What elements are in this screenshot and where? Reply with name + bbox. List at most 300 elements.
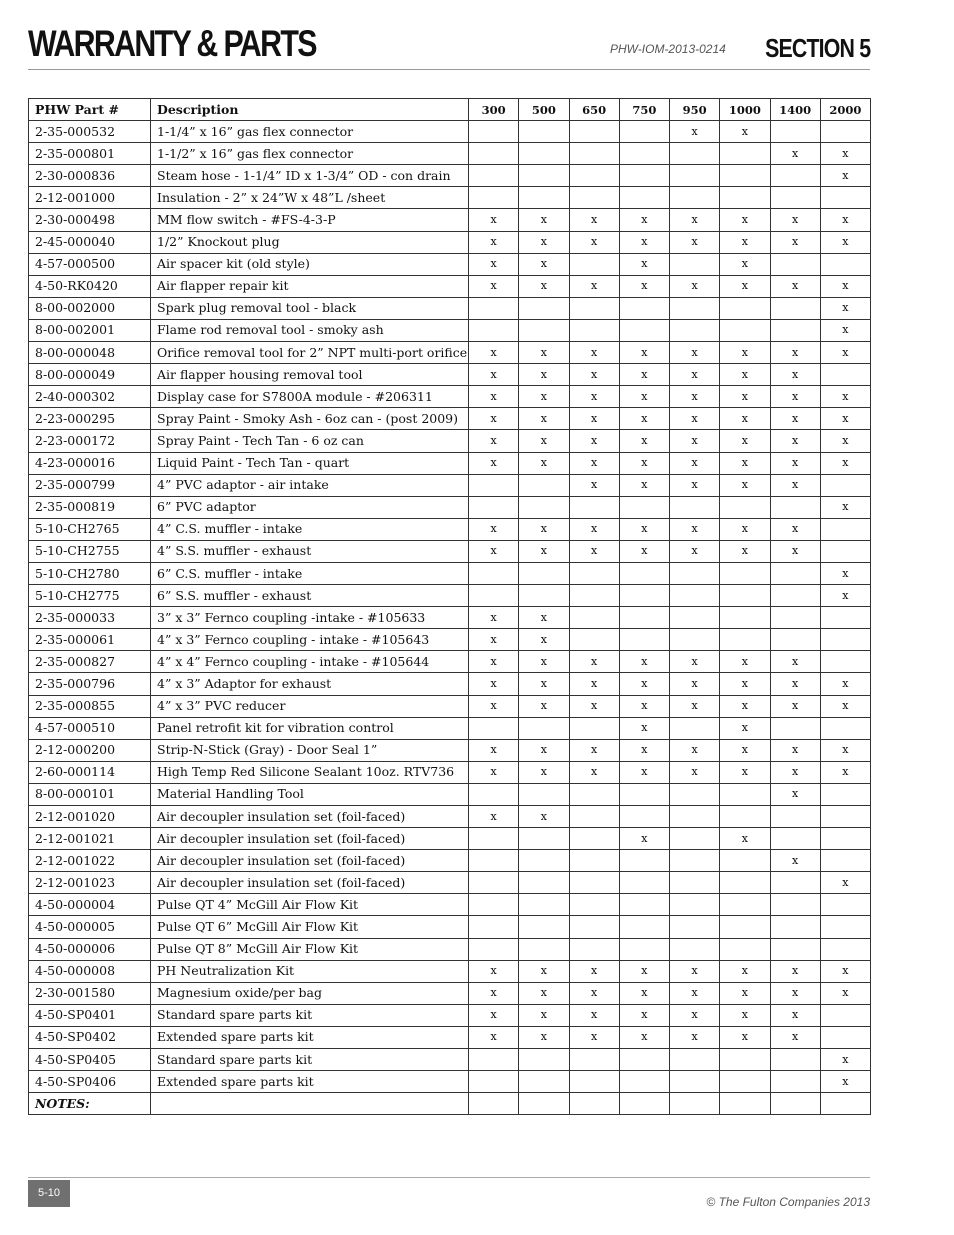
- model-availability-cell: [670, 319, 720, 341]
- description-cell: Pulse QT 8” McGill Air Flow Kit: [151, 938, 469, 960]
- model-availability-cell: x: [619, 342, 669, 364]
- model-availability-cell: [619, 297, 669, 319]
- part-number-cell: 4-50-SP0401: [29, 1004, 151, 1026]
- table-row: [29, 319, 871, 341]
- model-availability-cell: [670, 585, 720, 607]
- model-availability-cell: [770, 121, 820, 143]
- model-availability-cell: x: [720, 518, 770, 540]
- model-availability-cell: x: [519, 408, 569, 430]
- model-availability-cell: x: [519, 695, 569, 717]
- model-availability-cell: x: [820, 562, 870, 584]
- model-availability-cell: x: [469, 253, 519, 275]
- part-number-cell: 2-60-000114: [29, 761, 151, 783]
- model-availability-cell: x: [720, 231, 770, 253]
- model-availability-cell: [670, 938, 720, 960]
- table-row: [29, 1004, 871, 1026]
- column-header-part: PHW Part #: [29, 99, 151, 121]
- model-availability-cell: x: [569, 452, 619, 474]
- model-availability-cell: x: [820, 297, 870, 319]
- part-number-cell: 4-50-000005: [29, 916, 151, 938]
- model-availability-cell: [519, 872, 569, 894]
- model-availability-cell: x: [569, 518, 619, 540]
- model-availability-cell: x: [469, 275, 519, 297]
- model-availability-cell: x: [469, 629, 519, 651]
- model-availability-cell: [670, 717, 720, 739]
- part-number-cell: 2-35-000855: [29, 695, 151, 717]
- description-cell: Air spacer kit (old style): [151, 253, 469, 275]
- model-availability-cell: [670, 496, 720, 518]
- model-availability-cell: [820, 1026, 870, 1048]
- notes-cell: [619, 1093, 669, 1115]
- model-availability-cell: [569, 121, 619, 143]
- model-availability-cell: x: [670, 739, 720, 761]
- model-availability-cell: x: [619, 253, 669, 275]
- model-availability-cell: [619, 607, 669, 629]
- model-availability-cell: [469, 783, 519, 805]
- section-label: SECTION 5: [764, 33, 870, 63]
- model-availability-cell: x: [770, 982, 820, 1004]
- column-header-description: Description: [151, 99, 469, 121]
- table-row: [29, 783, 871, 805]
- description-cell: Air decoupler insulation set (foil-faced): [151, 806, 469, 828]
- model-availability-cell: [720, 629, 770, 651]
- model-availability-cell: x: [469, 364, 519, 386]
- model-availability-cell: [720, 187, 770, 209]
- model-availability-cell: x: [619, 1004, 669, 1026]
- model-availability-cell: x: [619, 430, 669, 452]
- model-availability-cell: x: [519, 651, 569, 673]
- part-number-cell: 2-12-001022: [29, 850, 151, 872]
- model-availability-cell: x: [670, 695, 720, 717]
- model-availability-cell: [469, 872, 519, 894]
- model-availability-cell: x: [519, 982, 569, 1004]
- model-availability-cell: x: [720, 761, 770, 783]
- model-availability-cell: x: [469, 430, 519, 452]
- notes-cell: [569, 1093, 619, 1115]
- model-availability-cell: x: [820, 319, 870, 341]
- description-cell: Extended spare parts kit: [151, 1026, 469, 1048]
- model-availability-cell: x: [670, 673, 720, 695]
- model-availability-cell: x: [619, 761, 669, 783]
- model-availability-cell: [770, 938, 820, 960]
- model-availability-cell: x: [569, 540, 619, 562]
- model-availability-cell: [820, 607, 870, 629]
- table-row: [29, 474, 871, 496]
- model-availability-cell: [619, 894, 669, 916]
- model-availability-cell: x: [469, 209, 519, 231]
- table-row: [29, 342, 871, 364]
- model-availability-cell: [820, 894, 870, 916]
- model-availability-cell: x: [770, 1004, 820, 1026]
- model-availability-cell: [720, 297, 770, 319]
- description-cell: 4” x 3” Adaptor for exhaust: [151, 673, 469, 695]
- model-availability-cell: x: [519, 518, 569, 540]
- model-availability-cell: x: [469, 607, 519, 629]
- model-availability-cell: [670, 872, 720, 894]
- model-availability-cell: x: [569, 275, 619, 297]
- model-availability-cell: x: [619, 540, 669, 562]
- model-availability-cell: [720, 1071, 770, 1093]
- model-availability-cell: [720, 1049, 770, 1071]
- model-availability-cell: x: [519, 430, 569, 452]
- model-availability-cell: x: [720, 739, 770, 761]
- model-availability-cell: x: [469, 231, 519, 253]
- model-availability-cell: x: [619, 231, 669, 253]
- model-availability-cell: [469, 828, 519, 850]
- part-number-cell: 4-50-000008: [29, 960, 151, 982]
- model-availability-cell: x: [670, 121, 720, 143]
- model-availability-cell: x: [619, 982, 669, 1004]
- description-cell: 1/2” Knockout plug: [151, 231, 469, 253]
- model-availability-cell: x: [770, 850, 820, 872]
- model-availability-cell: x: [519, 386, 569, 408]
- model-availability-cell: x: [670, 540, 720, 562]
- model-availability-cell: x: [519, 629, 569, 651]
- model-availability-cell: [720, 783, 770, 805]
- model-availability-cell: x: [770, 386, 820, 408]
- notes-row: [29, 1093, 871, 1115]
- model-availability-cell: x: [569, 342, 619, 364]
- description-cell: 4” x 3” PVC reducer: [151, 695, 469, 717]
- notes-cell: [720, 1093, 770, 1115]
- model-availability-cell: [519, 916, 569, 938]
- model-availability-cell: [770, 297, 820, 319]
- model-availability-cell: [619, 165, 669, 187]
- column-header-model: 1000: [720, 99, 770, 121]
- model-availability-cell: x: [720, 342, 770, 364]
- model-availability-cell: x: [670, 430, 720, 452]
- model-availability-cell: [770, 629, 820, 651]
- part-number-cell: 5-10-CH2765: [29, 518, 151, 540]
- model-availability-cell: [569, 1049, 619, 1071]
- table-row: [29, 253, 871, 275]
- model-availability-cell: x: [720, 209, 770, 231]
- model-availability-cell: [569, 938, 619, 960]
- part-number-cell: 2-23-000172: [29, 430, 151, 452]
- footer-divider: [28, 1177, 870, 1178]
- model-availability-cell: x: [720, 386, 770, 408]
- model-availability-cell: [770, 916, 820, 938]
- model-availability-cell: x: [569, 695, 619, 717]
- model-availability-cell: x: [820, 695, 870, 717]
- model-availability-cell: x: [569, 364, 619, 386]
- model-availability-cell: x: [619, 275, 669, 297]
- model-availability-cell: x: [720, 121, 770, 143]
- model-availability-cell: [820, 850, 870, 872]
- column-header-model: 650: [569, 99, 619, 121]
- table-row: [29, 518, 871, 540]
- model-availability-cell: x: [519, 364, 569, 386]
- model-availability-cell: x: [720, 540, 770, 562]
- model-availability-cell: [469, 143, 519, 165]
- table-row: [29, 496, 871, 518]
- model-availability-cell: x: [469, 518, 519, 540]
- model-availability-cell: x: [519, 607, 569, 629]
- model-availability-cell: [820, 651, 870, 673]
- model-availability-cell: x: [670, 474, 720, 496]
- model-availability-cell: [469, 916, 519, 938]
- model-availability-cell: [820, 783, 870, 805]
- part-number-cell: 2-40-000302: [29, 386, 151, 408]
- column-header-model: 500: [519, 99, 569, 121]
- model-availability-cell: x: [569, 430, 619, 452]
- model-availability-cell: [519, 938, 569, 960]
- model-availability-cell: [820, 806, 870, 828]
- model-availability-cell: [720, 916, 770, 938]
- part-number-cell: 4-50-000004: [29, 894, 151, 916]
- table-row: [29, 651, 871, 673]
- part-number-cell: 2-35-000061: [29, 629, 151, 651]
- model-availability-cell: [820, 364, 870, 386]
- model-availability-cell: x: [670, 761, 720, 783]
- model-availability-cell: x: [619, 695, 669, 717]
- model-availability-cell: [670, 783, 720, 805]
- description-cell: Strip-N-Stick (Gray) - Door Seal 1”: [151, 739, 469, 761]
- model-availability-cell: [569, 496, 619, 518]
- model-availability-cell: [820, 187, 870, 209]
- model-availability-cell: [770, 828, 820, 850]
- model-availability-cell: [569, 585, 619, 607]
- model-availability-cell: [469, 850, 519, 872]
- description-cell: Magnesium oxide/per bag: [151, 982, 469, 1004]
- model-availability-cell: x: [770, 474, 820, 496]
- model-availability-cell: x: [820, 452, 870, 474]
- model-availability-cell: [569, 783, 619, 805]
- model-availability-cell: x: [770, 695, 820, 717]
- table-row: [29, 761, 871, 783]
- description-cell: Standard spare parts kit: [151, 1004, 469, 1026]
- model-availability-cell: [619, 850, 669, 872]
- table-row: [29, 695, 871, 717]
- model-availability-cell: x: [519, 342, 569, 364]
- model-availability-cell: [619, 938, 669, 960]
- model-availability-cell: x: [469, 1026, 519, 1048]
- model-availability-cell: x: [670, 364, 720, 386]
- model-availability-cell: [770, 1049, 820, 1071]
- table-row: [29, 850, 871, 872]
- model-availability-cell: [569, 253, 619, 275]
- model-availability-cell: x: [569, 474, 619, 496]
- model-availability-cell: [670, 916, 720, 938]
- model-availability-cell: [619, 783, 669, 805]
- model-availability-cell: x: [820, 342, 870, 364]
- table-row: [29, 364, 871, 386]
- model-availability-cell: [519, 717, 569, 739]
- model-availability-cell: [569, 319, 619, 341]
- parts-table-body: [29, 121, 871, 1093]
- part-number-cell: 2-35-000819: [29, 496, 151, 518]
- table-row: [29, 739, 871, 761]
- model-availability-cell: [820, 474, 870, 496]
- model-availability-cell: x: [569, 1004, 619, 1026]
- model-availability-cell: [519, 585, 569, 607]
- model-availability-cell: x: [820, 408, 870, 430]
- model-availability-cell: [469, 319, 519, 341]
- model-availability-cell: x: [619, 651, 669, 673]
- description-cell: Standard spare parts kit: [151, 1049, 469, 1071]
- model-availability-cell: [770, 253, 820, 275]
- model-availability-cell: x: [519, 1004, 569, 1026]
- table-row: [29, 540, 871, 562]
- model-availability-cell: x: [820, 960, 870, 982]
- part-number-cell: 2-35-000033: [29, 607, 151, 629]
- model-availability-cell: [619, 1049, 669, 1071]
- model-availability-cell: [519, 1049, 569, 1071]
- model-availability-cell: [820, 629, 870, 651]
- model-availability-cell: x: [770, 430, 820, 452]
- table-row: [29, 607, 871, 629]
- copyright-text: © The Fulton Companies 2013: [706, 1195, 870, 1209]
- part-number-cell: 2-12-001021: [29, 828, 151, 850]
- model-availability-cell: x: [569, 673, 619, 695]
- description-cell: 4” S.S. muffler - exhaust: [151, 540, 469, 562]
- model-availability-cell: x: [720, 651, 770, 673]
- part-number-cell: 4-23-000016: [29, 452, 151, 474]
- model-availability-cell: x: [670, 982, 720, 1004]
- description-cell: Air decoupler insulation set (foil-faced): [151, 850, 469, 872]
- table-row: [29, 982, 871, 1004]
- notes-cell: [820, 1093, 870, 1115]
- model-availability-cell: [569, 828, 619, 850]
- model-availability-cell: [770, 806, 820, 828]
- model-availability-cell: x: [469, 960, 519, 982]
- table-row: [29, 938, 871, 960]
- description-cell: 4” x 4” Fernco coupling - intake - #105644: [151, 651, 469, 673]
- description-cell: 4” C.S. muffler - intake: [151, 518, 469, 540]
- part-number-cell: 8-00-000048: [29, 342, 151, 364]
- model-availability-cell: x: [519, 452, 569, 474]
- model-availability-cell: [519, 562, 569, 584]
- part-number-cell: 2-35-000827: [29, 651, 151, 673]
- model-availability-cell: x: [770, 651, 820, 673]
- description-cell: 6” S.S. muffler - exhaust: [151, 585, 469, 607]
- model-availability-cell: [469, 562, 519, 584]
- model-availability-cell: [519, 1071, 569, 1093]
- table-row: [29, 916, 871, 938]
- model-availability-cell: x: [519, 209, 569, 231]
- part-number-cell: 2-12-001023: [29, 872, 151, 894]
- model-availability-cell: x: [569, 960, 619, 982]
- model-availability-cell: [720, 872, 770, 894]
- model-availability-cell: x: [519, 739, 569, 761]
- model-availability-cell: x: [820, 1049, 870, 1071]
- model-availability-cell: [770, 607, 820, 629]
- model-availability-cell: x: [469, 673, 519, 695]
- model-availability-cell: [670, 187, 720, 209]
- model-availability-cell: [519, 474, 569, 496]
- model-availability-cell: x: [720, 982, 770, 1004]
- model-availability-cell: [619, 496, 669, 518]
- model-availability-cell: [569, 607, 619, 629]
- model-availability-cell: [670, 253, 720, 275]
- model-availability-cell: [770, 872, 820, 894]
- model-availability-cell: x: [619, 209, 669, 231]
- notes-label: NOTES:: [29, 1093, 151, 1115]
- model-availability-cell: [469, 121, 519, 143]
- model-availability-cell: [519, 143, 569, 165]
- model-availability-cell: x: [619, 518, 669, 540]
- table-row: [29, 828, 871, 850]
- model-availability-cell: x: [670, 209, 720, 231]
- header-divider: [28, 69, 870, 70]
- part-number-cell: 4-50-SP0405: [29, 1049, 151, 1071]
- part-number-cell: 8-00-002000: [29, 297, 151, 319]
- model-availability-cell: x: [670, 231, 720, 253]
- model-availability-cell: [519, 850, 569, 872]
- description-cell: Flame rod removal tool - smoky ash: [151, 319, 469, 341]
- part-number-cell: 8-00-000101: [29, 783, 151, 805]
- model-availability-cell: x: [519, 761, 569, 783]
- model-availability-cell: x: [619, 960, 669, 982]
- model-availability-cell: x: [569, 408, 619, 430]
- model-availability-cell: x: [720, 474, 770, 496]
- model-availability-cell: x: [469, 761, 519, 783]
- part-number-cell: 4-57-000500: [29, 253, 151, 275]
- model-availability-cell: [619, 806, 669, 828]
- model-availability-cell: [820, 121, 870, 143]
- model-availability-cell: x: [469, 982, 519, 1004]
- description-cell: 4” x 3” Fernco coupling - intake - #105643: [151, 629, 469, 651]
- table-row: [29, 562, 871, 584]
- part-number-cell: 8-00-002001: [29, 319, 151, 341]
- model-availability-cell: [469, 1049, 519, 1071]
- model-availability-cell: x: [670, 1026, 720, 1048]
- model-availability-cell: [820, 540, 870, 562]
- model-availability-cell: [469, 297, 519, 319]
- model-availability-cell: x: [770, 275, 820, 297]
- part-number-cell: 4-50-SP0402: [29, 1026, 151, 1048]
- model-availability-cell: [720, 806, 770, 828]
- model-availability-cell: [619, 872, 669, 894]
- model-availability-cell: x: [720, 408, 770, 430]
- table-row: [29, 408, 871, 430]
- model-availability-cell: x: [519, 806, 569, 828]
- model-availability-cell: [569, 187, 619, 209]
- model-availability-cell: [770, 562, 820, 584]
- description-cell: Air flapper housing removal tool: [151, 364, 469, 386]
- model-availability-cell: x: [569, 982, 619, 1004]
- model-availability-cell: [569, 872, 619, 894]
- description-cell: 1-1/4” x 16” gas flex connector: [151, 121, 469, 143]
- model-availability-cell: x: [670, 408, 720, 430]
- model-availability-cell: x: [469, 1004, 519, 1026]
- model-availability-cell: x: [670, 651, 720, 673]
- table-row: [29, 629, 871, 651]
- model-availability-cell: [670, 828, 720, 850]
- table-row: [29, 386, 871, 408]
- model-availability-cell: x: [820, 739, 870, 761]
- model-availability-cell: x: [770, 342, 820, 364]
- table-row: [29, 673, 871, 695]
- model-availability-cell: [519, 165, 569, 187]
- model-availability-cell: x: [469, 806, 519, 828]
- part-number-cell: 2-35-000532: [29, 121, 151, 143]
- model-availability-cell: [569, 850, 619, 872]
- model-availability-cell: x: [619, 828, 669, 850]
- description-cell: High Temp Red Silicone Sealant 10oz. RTV736: [151, 761, 469, 783]
- model-availability-cell: x: [770, 209, 820, 231]
- model-availability-cell: x: [469, 408, 519, 430]
- description-cell: Panel retrofit kit for vibration control: [151, 717, 469, 739]
- model-availability-cell: [770, 496, 820, 518]
- model-availability-cell: x: [770, 761, 820, 783]
- model-availability-cell: [569, 717, 619, 739]
- model-availability-cell: x: [770, 739, 820, 761]
- model-availability-cell: x: [720, 452, 770, 474]
- model-availability-cell: [569, 1071, 619, 1093]
- description-cell: MM flow switch - #FS-4-3-P: [151, 209, 469, 231]
- model-availability-cell: x: [820, 496, 870, 518]
